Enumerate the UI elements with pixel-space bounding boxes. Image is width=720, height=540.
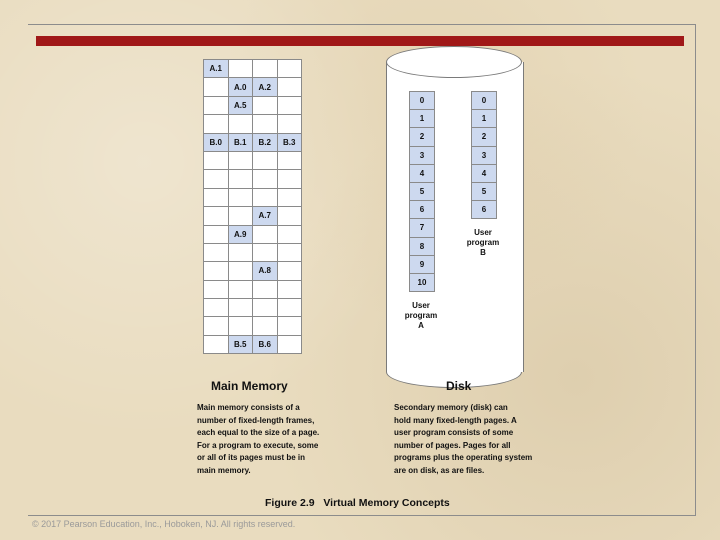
page-frame-empty	[253, 60, 278, 78]
page-frame-empty	[204, 96, 229, 114]
program-b-label	[458, 228, 508, 258]
program-b-pages	[471, 91, 497, 219]
page-frame-empty	[253, 225, 278, 243]
frame-row	[204, 96, 302, 114]
page-frame-empty	[204, 225, 229, 243]
page-frame-empty	[277, 207, 302, 225]
page-frame-filled: A.2	[253, 78, 278, 96]
frame-row	[204, 207, 302, 225]
description-line: User	[412, 301, 430, 310]
frame-row	[204, 225, 302, 243]
frame-bottom-line	[28, 515, 696, 516]
main-memory-description	[197, 402, 319, 478]
page-frame-empty	[253, 188, 278, 206]
page-frame-empty	[277, 96, 302, 114]
page-frame-empty	[228, 243, 253, 261]
title-accent-bar	[36, 36, 684, 46]
frame-row	[204, 280, 302, 298]
disk-page: 1	[410, 110, 435, 128]
page-frame-filled: B.0	[204, 133, 229, 151]
page-frame-empty	[253, 299, 278, 317]
frame-row	[204, 335, 302, 353]
page-frame-empty	[277, 188, 302, 206]
figure-caption: Figure 2.9 Virtual Memory Concepts	[265, 497, 450, 509]
page-frame-empty	[277, 299, 302, 317]
frame-row	[204, 60, 302, 78]
page-frame-filled: A.1	[204, 60, 229, 78]
disk-page: 6	[472, 201, 497, 219]
disk-page: 4	[472, 164, 497, 182]
page-frame-filled: A.8	[253, 262, 278, 280]
page-frame-filled: B.2	[253, 133, 278, 151]
page-frame-empty	[228, 299, 253, 317]
disk-page: 3	[472, 146, 497, 164]
page-frame-empty	[204, 78, 229, 96]
frame-row	[204, 243, 302, 261]
page-frame-empty	[228, 115, 253, 133]
page-frame-empty	[204, 299, 229, 317]
page-frame-empty	[253, 243, 278, 261]
page-frame-empty	[228, 151, 253, 169]
page-frame-empty	[204, 151, 229, 169]
page-frame-empty	[204, 262, 229, 280]
page-frame-empty	[277, 78, 302, 96]
disk-page: 7	[410, 219, 435, 237]
page-frame-filled: A.0	[228, 78, 253, 96]
frame-row	[204, 78, 302, 96]
description-line: programs plus the operating system	[394, 453, 533, 463]
page-frame-empty	[228, 60, 253, 78]
page-frame-empty	[277, 151, 302, 169]
program-a-pages	[409, 91, 435, 292]
disk-page: 3	[410, 146, 435, 164]
description-line: program	[404, 311, 438, 320]
description-line: program	[466, 238, 500, 247]
description-line: number of pages. Pages for all	[394, 440, 511, 450]
page-frame-filled: B.6	[253, 335, 278, 353]
page-frame-empty	[277, 115, 302, 133]
main-memory-frames	[203, 59, 302, 354]
page-frame-empty	[253, 170, 278, 188]
frame-row	[204, 188, 302, 206]
disk-title: Disk	[446, 379, 472, 393]
description-line: For a program to execute, some	[197, 440, 319, 450]
frame-row	[204, 115, 302, 133]
page-frame-empty	[204, 280, 229, 298]
disk-page: 5	[410, 182, 435, 200]
page-frame-empty	[277, 170, 302, 188]
disk-page: 6	[410, 201, 435, 219]
disk-page: 10	[410, 273, 435, 291]
description-line: each equal to the size of a page.	[197, 428, 320, 438]
disk-page: 8	[410, 237, 435, 255]
page-frame-empty	[204, 243, 229, 261]
page-frame-empty	[204, 207, 229, 225]
disk-page: 0	[472, 92, 497, 110]
page-frame-empty	[253, 317, 278, 335]
page-frame-empty	[253, 280, 278, 298]
page-frame-empty	[228, 207, 253, 225]
disk-page: 0	[410, 92, 435, 110]
page-frame-empty	[228, 317, 253, 335]
page-frame-filled: A.7	[253, 207, 278, 225]
page-frame-empty	[204, 115, 229, 133]
frame-row	[204, 317, 302, 335]
main-memory-title: Main Memory	[211, 379, 288, 393]
description-line: B	[480, 248, 486, 257]
page-frame-empty	[228, 280, 253, 298]
disk-page: 4	[410, 164, 435, 182]
page-frame-empty	[228, 188, 253, 206]
page-frame-empty	[277, 280, 302, 298]
main-memory-grid	[203, 59, 302, 354]
program-a-label	[396, 301, 446, 331]
description-line: hold many fixed-length pages. A	[394, 415, 517, 425]
frame-row	[204, 133, 302, 151]
disk-description	[394, 402, 532, 478]
description-line: are on disk, as are files.	[394, 465, 485, 475]
disk-page: 2	[410, 128, 435, 146]
page-frame-empty	[253, 115, 278, 133]
page-frame-empty	[228, 262, 253, 280]
description-line: Main memory consists of a	[197, 403, 300, 412]
description-line: Secondary memory (disk) can	[394, 403, 508, 412]
description-line: number of fixed-length frames,	[197, 415, 315, 425]
page-frame-empty	[277, 262, 302, 280]
description-line: or all of its pages must be in	[197, 453, 306, 463]
page-frame-filled: A.5	[228, 96, 253, 114]
page-frame-empty	[204, 317, 229, 335]
page-frame-empty	[228, 170, 253, 188]
copyright-notice: © 2017 Pearson Education, Inc., Hoboken, NJ. All rights reserved.	[32, 519, 296, 529]
frame-row	[204, 299, 302, 317]
page-frame-empty	[204, 335, 229, 353]
page-frame-empty	[253, 96, 278, 114]
frame-row	[204, 170, 302, 188]
page-frame-filled: A.9	[228, 225, 253, 243]
frame-row	[204, 151, 302, 169]
page-frame-filled: B.1	[228, 133, 253, 151]
description-line: user program consists of some	[394, 428, 514, 438]
disk-page: 1	[472, 110, 497, 128]
page-frame-filled: B.3	[277, 133, 302, 151]
frame-right-line	[695, 24, 696, 516]
disk-cylinder-top	[386, 46, 522, 78]
frame-top-line	[28, 24, 696, 25]
description-line: User	[474, 228, 492, 237]
description-line: A	[418, 321, 424, 330]
frame-row	[204, 262, 302, 280]
page-frame-empty	[277, 317, 302, 335]
page-frame-empty	[277, 335, 302, 353]
page-frame-empty	[277, 60, 302, 78]
disk-page: 9	[410, 255, 435, 273]
page-frame-empty	[277, 243, 302, 261]
disk-page: 2	[472, 128, 497, 146]
page-frame-empty	[204, 170, 229, 188]
disk-page: 5	[472, 182, 497, 200]
description-line: main memory.	[197, 465, 251, 475]
page-frame-filled: B.5	[228, 335, 253, 353]
page-frame-empty	[277, 225, 302, 243]
page-frame-empty	[204, 188, 229, 206]
page-frame-empty	[253, 151, 278, 169]
